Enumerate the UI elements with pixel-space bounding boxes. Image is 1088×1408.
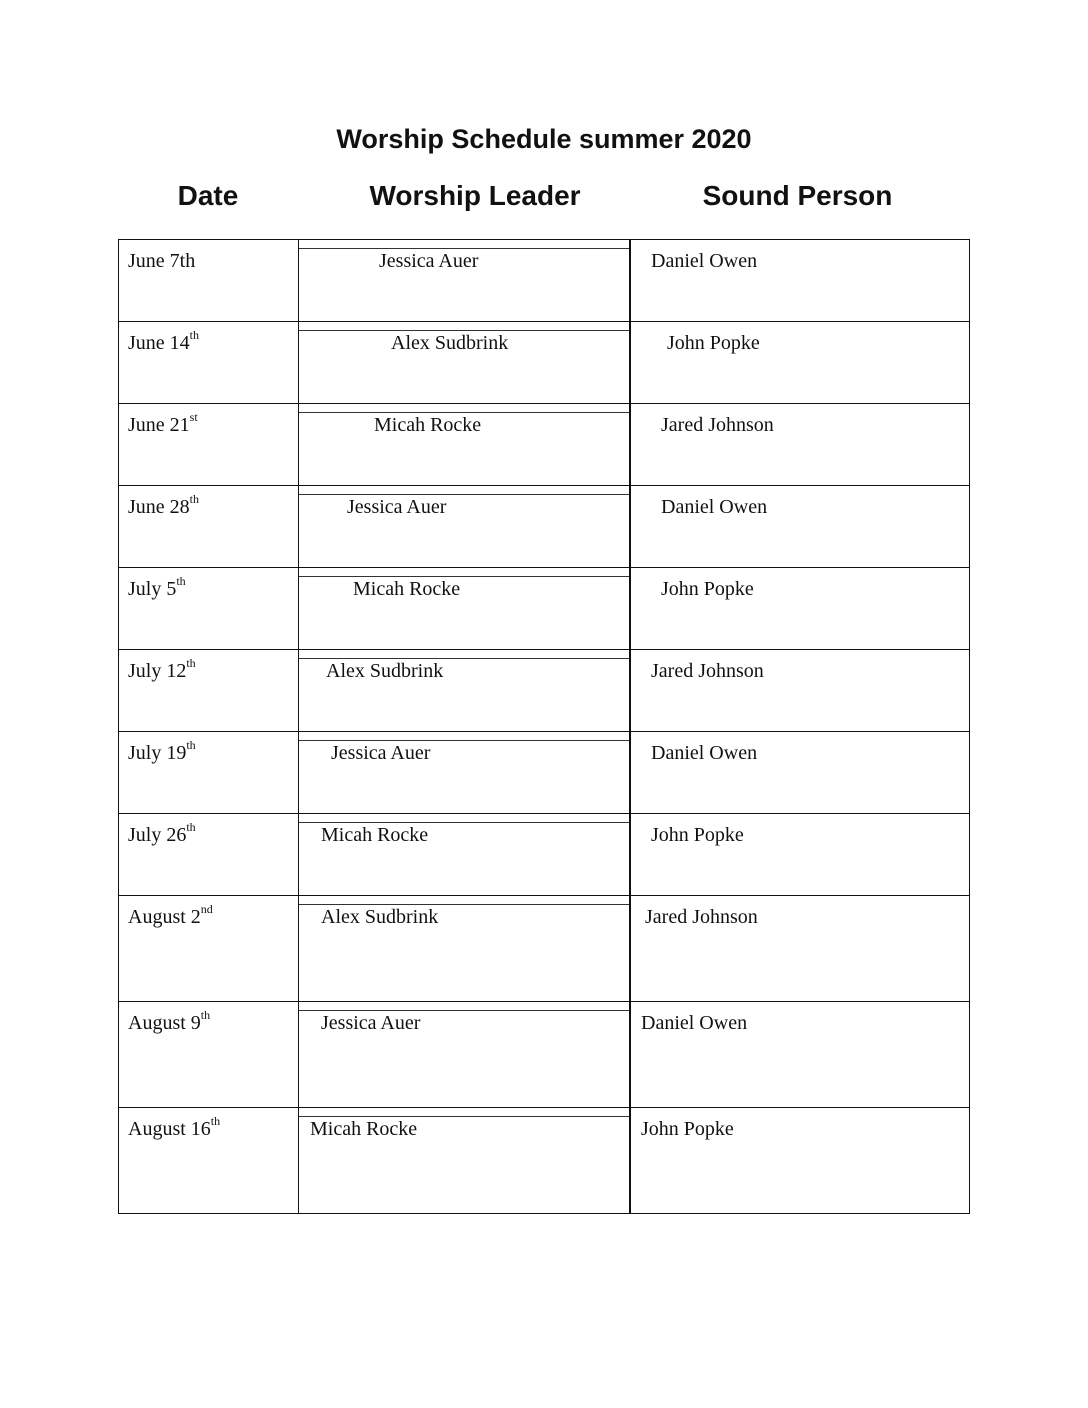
date-label: July 12 bbox=[128, 660, 187, 682]
date-ordinal-suffix: th bbox=[186, 656, 196, 671]
sound-person-name: Jared Johnson bbox=[661, 414, 774, 436]
date-cell bbox=[118, 895, 299, 1001]
worship-leader-cell bbox=[298, 567, 630, 649]
worship-leader-name: Micah Rocke bbox=[374, 414, 482, 436]
worship-leader-cell bbox=[298, 321, 630, 403]
sound-person-cell bbox=[629, 321, 970, 403]
sound-person-cell bbox=[629, 403, 970, 485]
date-ordinal-suffix: th bbox=[200, 1008, 211, 1023]
date-label: August 16 bbox=[128, 1118, 211, 1140]
worship-leader-cell bbox=[298, 895, 630, 1001]
date-cell bbox=[118, 813, 299, 895]
worship-leader-name: Micah Rocke bbox=[310, 1118, 418, 1140]
date-text bbox=[128, 902, 288, 929]
table-row bbox=[118, 1001, 970, 1107]
worship-leader-cell bbox=[298, 1107, 630, 1214]
date-label: June 21 bbox=[128, 414, 190, 436]
date-cell bbox=[118, 1001, 299, 1107]
date-ordinal-suffix: st bbox=[189, 410, 198, 425]
worship-leader-name: Jessica Auer bbox=[321, 1012, 421, 1034]
worship-leader-name: Micah Rocke bbox=[353, 578, 461, 600]
date-text bbox=[128, 1008, 288, 1035]
sound-person-cell bbox=[629, 813, 970, 895]
table-row bbox=[118, 567, 970, 649]
worship-leader-cell bbox=[298, 239, 630, 321]
sound-person-cell bbox=[629, 649, 970, 731]
sound-person-cell bbox=[629, 731, 970, 813]
leader-text-box bbox=[299, 576, 630, 649]
date-text bbox=[128, 249, 288, 273]
date-text bbox=[128, 574, 288, 601]
date-text bbox=[128, 328, 288, 355]
sound-person-name: Daniel Owen bbox=[641, 1012, 748, 1034]
page-title: Worship Schedule summer 2020 bbox=[336, 124, 752, 154]
date-text bbox=[128, 738, 288, 765]
date-cell bbox=[118, 649, 299, 731]
sound-person-cell bbox=[629, 485, 970, 567]
table-row bbox=[118, 649, 970, 731]
table-row bbox=[118, 485, 970, 567]
date-ordinal-suffix: th bbox=[189, 328, 200, 343]
date-ordinal-suffix: th bbox=[186, 820, 196, 835]
column-header-worship-leader: Worship Leader bbox=[369, 180, 581, 211]
table-row bbox=[118, 321, 970, 403]
worship-leader-name: Jessica Auer bbox=[379, 250, 479, 272]
sound-person-name: Jared Johnson bbox=[651, 660, 764, 682]
table-row bbox=[118, 731, 970, 813]
date-label: July 19 bbox=[128, 742, 187, 764]
sound-person-cell bbox=[629, 567, 970, 649]
sound-person-cell bbox=[629, 895, 970, 1001]
worship-leader-name: Alex Sudbrink bbox=[391, 332, 509, 354]
date-text bbox=[128, 820, 288, 847]
sound-person-cell bbox=[629, 1001, 970, 1107]
worship-leader-cell bbox=[298, 403, 630, 485]
date-label: June 14 bbox=[128, 332, 190, 354]
worship-leader-name: Micah Rocke bbox=[321, 824, 429, 846]
sound-person-name: John Popke bbox=[661, 578, 754, 600]
date-text bbox=[128, 656, 288, 683]
date-label: July 26 bbox=[128, 824, 187, 846]
worship-leader-name: Alex Sudbrink bbox=[321, 906, 439, 928]
date-cell bbox=[118, 567, 299, 649]
worship-leader-name: Jessica Auer bbox=[331, 742, 431, 764]
sound-person-cell bbox=[629, 239, 970, 321]
sound-person-name: Daniel Owen bbox=[651, 742, 758, 764]
table-row bbox=[118, 895, 970, 1001]
date-ordinal-suffix: th bbox=[210, 1114, 221, 1129]
date-text bbox=[128, 492, 288, 519]
date-ordinal-suffix: th bbox=[186, 738, 196, 753]
sound-person-name: Jared Johnson bbox=[645, 906, 758, 928]
date-label: June 7th bbox=[128, 250, 196, 272]
date-label: August 2 bbox=[128, 906, 201, 928]
worship-leader-cell bbox=[298, 649, 630, 731]
date-ordinal-suffix: nd bbox=[200, 902, 213, 917]
worship-leader-name: Jessica Auer bbox=[347, 496, 447, 518]
worship-leader-cell bbox=[298, 731, 630, 813]
date-cell bbox=[118, 403, 299, 485]
date-cell bbox=[118, 485, 299, 567]
worship-leader-cell bbox=[298, 1001, 630, 1107]
column-header-sound-person: Sound Person bbox=[702, 180, 893, 211]
date-text bbox=[128, 410, 288, 437]
date-ordinal-suffix: th bbox=[176, 574, 186, 589]
sound-person-name: John Popke bbox=[641, 1118, 734, 1140]
date-text bbox=[128, 1114, 288, 1141]
sound-person-name: John Popke bbox=[651, 824, 744, 846]
table-row bbox=[118, 813, 970, 895]
worship-leader-name: Alex Sudbrink bbox=[326, 660, 444, 682]
sound-person-name: Daniel Owen bbox=[661, 496, 768, 518]
date-cell bbox=[118, 731, 299, 813]
date-label: June 28 bbox=[128, 496, 190, 518]
table-row bbox=[118, 403, 970, 485]
date-label: August 9 bbox=[128, 1012, 201, 1034]
worship-leader-cell bbox=[298, 485, 630, 567]
column-header-date: Date bbox=[177, 180, 239, 211]
table-row bbox=[118, 239, 970, 321]
sound-person-name: John Popke bbox=[667, 332, 760, 354]
date-ordinal-suffix: th bbox=[189, 492, 200, 507]
date-label: July 5 bbox=[128, 578, 177, 600]
date-cell bbox=[118, 1107, 299, 1214]
worship-leader-cell bbox=[298, 813, 630, 895]
date-cell bbox=[118, 321, 299, 403]
sound-person-name: Daniel Owen bbox=[651, 250, 758, 272]
table-row bbox=[118, 1107, 970, 1214]
date-cell bbox=[118, 239, 299, 321]
sound-person-cell bbox=[629, 1107, 970, 1214]
